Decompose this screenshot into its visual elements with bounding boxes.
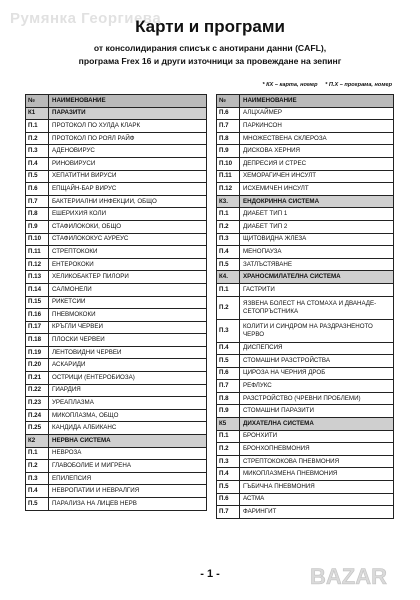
table-row — [217, 233, 394, 246]
code-cell: П.15 — [26, 296, 49, 309]
code-cell: П.1 — [217, 430, 240, 443]
table-header-row — [26, 95, 207, 108]
code-cell: П.20 — [26, 359, 49, 372]
name-cell: ХРАНОСМИЛАТЕЛНА СИСТЕМА — [240, 271, 394, 284]
watermark-text: Румянка Георгиева — [10, 10, 162, 27]
code-cell: П.4 — [26, 485, 49, 498]
code-cell: П.2 — [217, 443, 240, 456]
code-cell: П.8 — [217, 132, 240, 145]
legend-program: * П.Х – програма, номер — [325, 82, 392, 88]
header-code-cell: № — [26, 95, 49, 108]
code-cell: П.7 — [217, 506, 240, 519]
header-code-cell: № — [217, 95, 240, 108]
name-cell: МИКОПЛАЗМЕНА ПНЕВМОНИЯ — [240, 468, 394, 481]
table-row — [26, 195, 207, 208]
page-title: Карти и програми — [135, 17, 285, 36]
code-cell: П.22 — [26, 384, 49, 397]
table-row — [217, 170, 394, 183]
name-cell: НЕРВНА СИСТЕМА — [49, 435, 207, 448]
code-cell: П.5 — [217, 355, 240, 368]
table-row — [26, 183, 207, 196]
name-cell: АДЕНОВИРУС — [49, 145, 207, 158]
code-cell: П.12 — [217, 183, 240, 196]
table-row — [26, 384, 207, 397]
code-cell: П.3 — [26, 145, 49, 158]
table-row — [217, 145, 394, 158]
table-row — [26, 460, 207, 473]
left-table — [25, 94, 207, 511]
name-cell: ГИАРДИЯ — [49, 384, 207, 397]
code-cell: П.5 — [217, 258, 240, 271]
code-cell: П.6 — [217, 493, 240, 506]
code-cell: П.3 — [26, 472, 49, 485]
code-cell: П.10 — [26, 233, 49, 246]
code-cell: К5 — [217, 418, 240, 431]
table-row — [26, 409, 207, 422]
table-row — [217, 430, 394, 443]
table-row — [26, 157, 207, 170]
code-cell: П.2 — [217, 220, 240, 233]
code-cell: П.8 — [217, 392, 240, 405]
name-cell: КАНДИДА АЛБИКАНС — [49, 422, 207, 435]
table-row — [217, 481, 394, 494]
name-cell: РАЗСТРОЙСТВО (ЧРЕВНИ ПРОБЛЕМИ) — [240, 392, 394, 405]
table-row — [26, 132, 207, 145]
name-cell: ЕНДОКРИННА СИСТЕМА — [240, 195, 394, 208]
name-cell: ДИАБЕТ ТИП 2 — [240, 220, 394, 233]
name-cell: САЛМОНЕЛИ — [49, 283, 207, 296]
name-cell: ХЕПАТИТНИ ВИРУСИ — [49, 170, 207, 183]
section-row — [26, 107, 207, 120]
name-cell: МНОЖЕСТВЕНА СКЛЕРОЗА — [240, 132, 394, 145]
name-cell: КРЪГЛИ ЧЕРВЕИ — [49, 321, 207, 334]
code-cell: П.1 — [26, 447, 49, 460]
name-cell: ПАРКИНСОН — [240, 120, 394, 133]
code-cell: П.17 — [26, 321, 49, 334]
code-cell: П.9 — [217, 145, 240, 158]
name-cell: ФАРИНГИТ — [240, 506, 394, 519]
name-cell: СТАФИЛОКОКИ, ОБЩО — [49, 220, 207, 233]
table-row — [26, 372, 207, 385]
table-row — [217, 493, 394, 506]
table-row — [26, 309, 207, 322]
table-row — [26, 145, 207, 158]
table-row — [217, 258, 394, 271]
table-row — [26, 498, 207, 511]
name-cell: ПАРАЛИЗА НА ЛИЦЕВ НЕРВ — [49, 498, 207, 511]
name-cell: АЛЦХАЙМЕР — [240, 107, 394, 120]
table-row — [26, 334, 207, 347]
bazar-logo — [302, 556, 412, 596]
name-cell: ДИСПЕПСИЯ — [240, 342, 394, 355]
code-cell: П.19 — [26, 346, 49, 359]
section-row — [217, 418, 394, 431]
name-cell: ДИХАТЕЛНА СИСТЕМА — [240, 418, 394, 431]
code-cell: П.2 — [26, 460, 49, 473]
table-row — [217, 506, 394, 519]
code-cell: П.9 — [26, 220, 49, 233]
name-cell: СТРЕПТОКОКИ — [49, 246, 207, 259]
table-row — [217, 380, 394, 393]
header-name-cell: НАИМЕНОВАНИЕ — [49, 95, 207, 108]
name-cell: ГЪБИЧНА ПНЕВМОНИЯ — [240, 481, 394, 494]
name-cell: ЗАТЛЪСТЯВАНЕ — [240, 258, 394, 271]
name-cell: БРОНХИТИ — [240, 430, 394, 443]
right-table — [216, 94, 394, 519]
name-cell: ПАРАЗИТИ — [49, 107, 207, 120]
code-cell: П.3 — [217, 455, 240, 468]
code-cell: П.11 — [217, 170, 240, 183]
code-cell: П.4 — [217, 468, 240, 481]
name-cell: АСТМА — [240, 493, 394, 506]
name-cell: СТРЕПТОКОКОВА ПНЕВМОНИЯ — [240, 455, 394, 468]
code-cell: К1 — [26, 107, 49, 120]
table-row — [217, 120, 394, 133]
code-cell: П.18 — [26, 334, 49, 347]
name-cell: КОЛИТИ И СИНДРОМ НА РАЗДРАЗНЕНОТО ЧЕРВО — [240, 319, 394, 342]
code-cell: П.25 — [26, 422, 49, 435]
table-row — [26, 220, 207, 233]
subtitle-line-1: от консолидирания списък с анотирани данни (CAFL), — [93, 43, 327, 53]
name-cell: ОСТРИЦИ (ЕНТЕРОБИОЗА) — [49, 372, 207, 385]
code-cell: П.1 — [217, 208, 240, 221]
table-row — [26, 258, 207, 271]
name-cell: ГЛАВОБОЛИЕ И МИГРЕНА — [49, 460, 207, 473]
code-cell: П.9 — [217, 405, 240, 418]
name-cell: БРОНХОПНЕВМОНИЯ — [240, 443, 394, 456]
name-cell: ЕПИЛЕПСИЯ — [49, 472, 207, 485]
table-row — [26, 422, 207, 435]
name-cell: ЦИРОЗА НА ЧЕРНИЯ ДРОБ — [240, 367, 394, 380]
code-cell: П.3 — [217, 319, 240, 342]
section-row — [26, 435, 207, 448]
table-row — [217, 367, 394, 380]
name-cell: АСКАРИДИ — [49, 359, 207, 372]
right-table-body — [217, 95, 394, 519]
name-cell: УРЕАПЛАЗМА — [49, 397, 207, 410]
table-row — [26, 170, 207, 183]
header-name-cell: НАИМЕНОВАНИЕ — [240, 95, 394, 108]
name-cell: БАКТЕРИАЛНИ ИНФЕКЦИИ, ОБЩО — [49, 195, 207, 208]
table-row — [217, 468, 394, 481]
table-row — [26, 397, 207, 410]
name-cell: ПРОТОКОЛ ПО ХУЛДА КЛАРК — [49, 120, 207, 133]
name-cell: РИНОВИРУСИ — [49, 157, 207, 170]
table-row — [26, 271, 207, 284]
name-cell: ХЕМОРАГИЧЕН ИНСУЛТ — [240, 170, 394, 183]
table-row — [217, 455, 394, 468]
table-row — [217, 208, 394, 221]
name-cell: ЕПЩАЙН-БАР ВИРУС — [49, 183, 207, 196]
code-cell: К3. — [217, 195, 240, 208]
table-row — [217, 183, 394, 196]
code-cell: П.21 — [26, 372, 49, 385]
code-cell: П.7 — [26, 195, 49, 208]
code-cell: П.6 — [217, 367, 240, 380]
code-cell: К2 — [26, 435, 49, 448]
name-cell: ИСХЕМИЧЕН ИНСУЛТ — [240, 183, 394, 196]
code-cell: П.24 — [26, 409, 49, 422]
table-row — [26, 120, 207, 133]
table-row — [217, 283, 394, 296]
table-row — [217, 246, 394, 259]
name-cell: ДИАБЕТ ТИП 1 — [240, 208, 394, 221]
table-row — [217, 405, 394, 418]
code-cell: П.5 — [26, 170, 49, 183]
table-row — [26, 321, 207, 334]
legend — [256, 82, 392, 88]
code-cell: П.5 — [26, 498, 49, 511]
legend-card: * КХ – карта, номер — [262, 82, 318, 88]
name-cell: ЛЕНТОВИДНИ ЧЕРВЕИ — [49, 346, 207, 359]
table-row — [217, 107, 394, 120]
name-cell: ПЛОСКИ ЧЕРВЕИ — [49, 334, 207, 347]
name-cell: РИКЕТСИИ — [49, 296, 207, 309]
subtitle-line-2: програма Frex 16 и други източници за провеждане на зепинг — [78, 56, 342, 66]
name-cell: ПНЕВМОКОКИ — [49, 309, 207, 322]
code-cell: П.2 — [26, 132, 49, 145]
name-cell: РЕФЛУКС — [240, 380, 394, 393]
name-cell: МИКОПЛАЗМА, ОБЩО — [49, 409, 207, 422]
code-cell: П.16 — [26, 309, 49, 322]
table-row — [217, 319, 394, 342]
table-row — [217, 392, 394, 405]
table-row — [26, 246, 207, 259]
code-cell: П.14 — [26, 283, 49, 296]
code-cell: П.11 — [26, 246, 49, 259]
table-row — [217, 220, 394, 233]
name-cell: ГАСТРИТИ — [240, 283, 394, 296]
name-cell: ЩИТОВИДНА ЖЛЕЗА — [240, 233, 394, 246]
name-cell: НЕВРОПАТИИ И НЕВРАЛГИЯ — [49, 485, 207, 498]
section-row — [217, 195, 394, 208]
code-cell: П.4 — [26, 157, 49, 170]
left-table-body — [26, 95, 207, 511]
table-row — [217, 157, 394, 170]
code-cell: П.4 — [217, 342, 240, 355]
code-cell: П.3 — [217, 233, 240, 246]
name-cell: ЯЗВЕНА БОЛЕСТ НА СТОМАХА И ДВАНАДЕ-СЕТОПРЪСТНИКА — [240, 296, 394, 319]
table-row — [217, 342, 394, 355]
name-cell: СТОМАШНИ ПАРАЗИТИ — [240, 405, 394, 418]
table-row — [217, 355, 394, 368]
table-header-row — [217, 95, 394, 108]
code-cell: П.5 — [217, 481, 240, 494]
name-cell: НЕВРОЗА — [49, 447, 207, 460]
code-cell: П.10 — [217, 157, 240, 170]
code-cell: П.6 — [217, 107, 240, 120]
name-cell: МЕНОПАУЗА — [240, 246, 394, 259]
code-cell: П.23 — [26, 397, 49, 410]
code-cell: П.7 — [217, 120, 240, 133]
name-cell: ДИСКОВА ХЕРНИЯ — [240, 145, 394, 158]
section-row — [217, 271, 394, 284]
table-row — [26, 233, 207, 246]
table-row — [217, 443, 394, 456]
logo-text: BAZAR — [310, 564, 387, 589]
code-cell: К4. — [217, 271, 240, 284]
table-row — [26, 485, 207, 498]
table-row — [26, 346, 207, 359]
code-cell: П.13 — [26, 271, 49, 284]
name-cell: ХЕЛИКОБАКТЕР ПИЛОРИ — [49, 271, 207, 284]
table-row — [26, 283, 207, 296]
page-number: - 1 - — [200, 568, 220, 580]
table-row — [26, 208, 207, 221]
table-row — [26, 472, 207, 485]
code-cell: П.2 — [217, 296, 240, 319]
table-row — [26, 359, 207, 372]
name-cell: СТОМАШНИ РАЗСТРОЙСТВА — [240, 355, 394, 368]
name-cell: ПРОТОКОЛ ПО РОЯЛ РАЙФ — [49, 132, 207, 145]
name-cell: СТАФИЛОКОКУС АУРЕУС — [49, 233, 207, 246]
code-cell: П.12 — [26, 258, 49, 271]
code-cell: П.8 — [26, 208, 49, 221]
table-row — [217, 132, 394, 145]
code-cell: П.6 — [26, 183, 49, 196]
code-cell: П.1 — [217, 283, 240, 296]
name-cell: ЕНТЕРОКОКИ — [49, 258, 207, 271]
table-row — [217, 296, 394, 319]
table-row — [26, 296, 207, 309]
table-row — [26, 447, 207, 460]
code-cell: П.1 — [26, 120, 49, 133]
code-cell: П.7 — [217, 380, 240, 393]
name-cell: ДЕПРЕСИЯ И СТРЕС — [240, 157, 394, 170]
name-cell: ЕШЕРИХИЯ КОЛИ — [49, 208, 207, 221]
code-cell: П.4 — [217, 246, 240, 259]
